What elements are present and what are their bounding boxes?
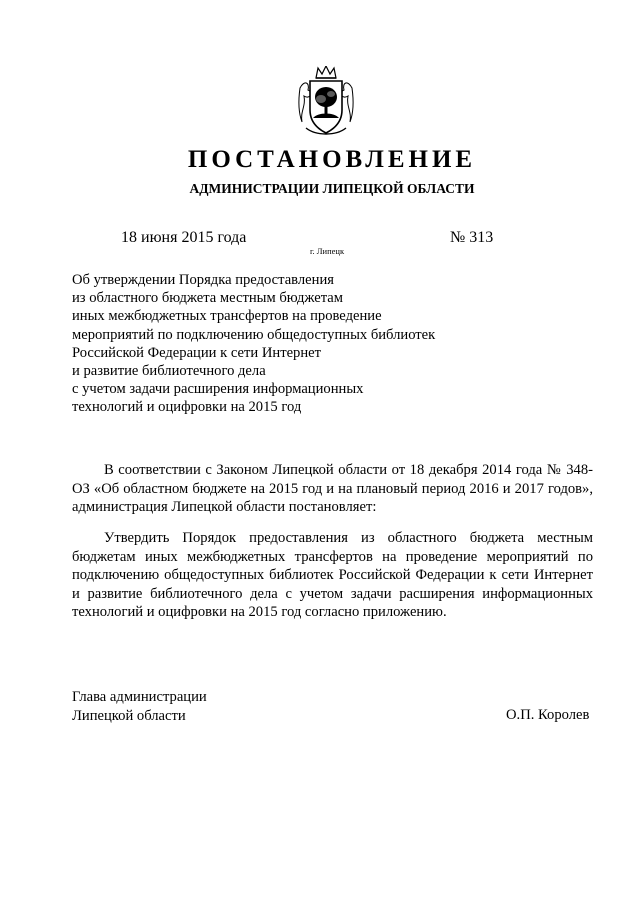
document-subject <box>72 271 492 417</box>
preamble-paragraph: В соответствии с Законом Липецкой области от 18 декабря 2014 года № 348-ОЗ «Об областном бюджете на 2015 год и на плановый период 2016 и 2017 годов», администрация Липецкой области постановляет: <box>72 462 593 515</box>
subject-line: Российской Федерации к сети Интернет <box>72 344 322 361</box>
subject-line: иных межбюджетных трансфертов на проведение <box>72 308 382 325</box>
signer-position <box>72 688 207 725</box>
signer-position-line-2: Липецкой области <box>72 707 186 724</box>
document-number: № 313 <box>450 229 494 246</box>
resolution-paragraph: Утвердить Порядок предоставления из областного бюджета местным бюджетам иных межбюджетных трансфертов на проведение мероприятий по подключению общедоступных библиотек Российской Федерации к сети Интернет и развитие библиотечного дела с учетом задачи расширения информационных технологий и оцифровки на 2015 год согласно приложению. <box>72 530 593 620</box>
subject-line: мероприятий по подключению общедоступных библиотек <box>72 326 436 343</box>
subject-line: и развитие библиотечного дела <box>72 363 266 380</box>
document-date: 18 июня 2015 года <box>121 229 247 246</box>
subject-line: технологий и оцифровки на 2015 год <box>72 399 302 416</box>
document-title: ПОСТАНОВЛЕНИЕ <box>187 146 477 173</box>
document-place: г. Липецк <box>310 246 345 256</box>
issuing-authority: АДМИНИСТРАЦИИ ЛИПЕЦКОЙ ОБЛАСТИ <box>189 181 475 196</box>
subject-line: Об утверждении Порядка предоставления <box>72 272 334 288</box>
coat-of-arms-icon <box>296 66 356 138</box>
subject-line: из областного бюджета местным бюджетам <box>72 290 344 307</box>
signer-position-line-1: Глава администрации <box>72 689 207 705</box>
signer-name: О.П. Королев <box>506 707 590 723</box>
subject-line: с учетом задачи расширения информационных <box>72 381 364 398</box>
